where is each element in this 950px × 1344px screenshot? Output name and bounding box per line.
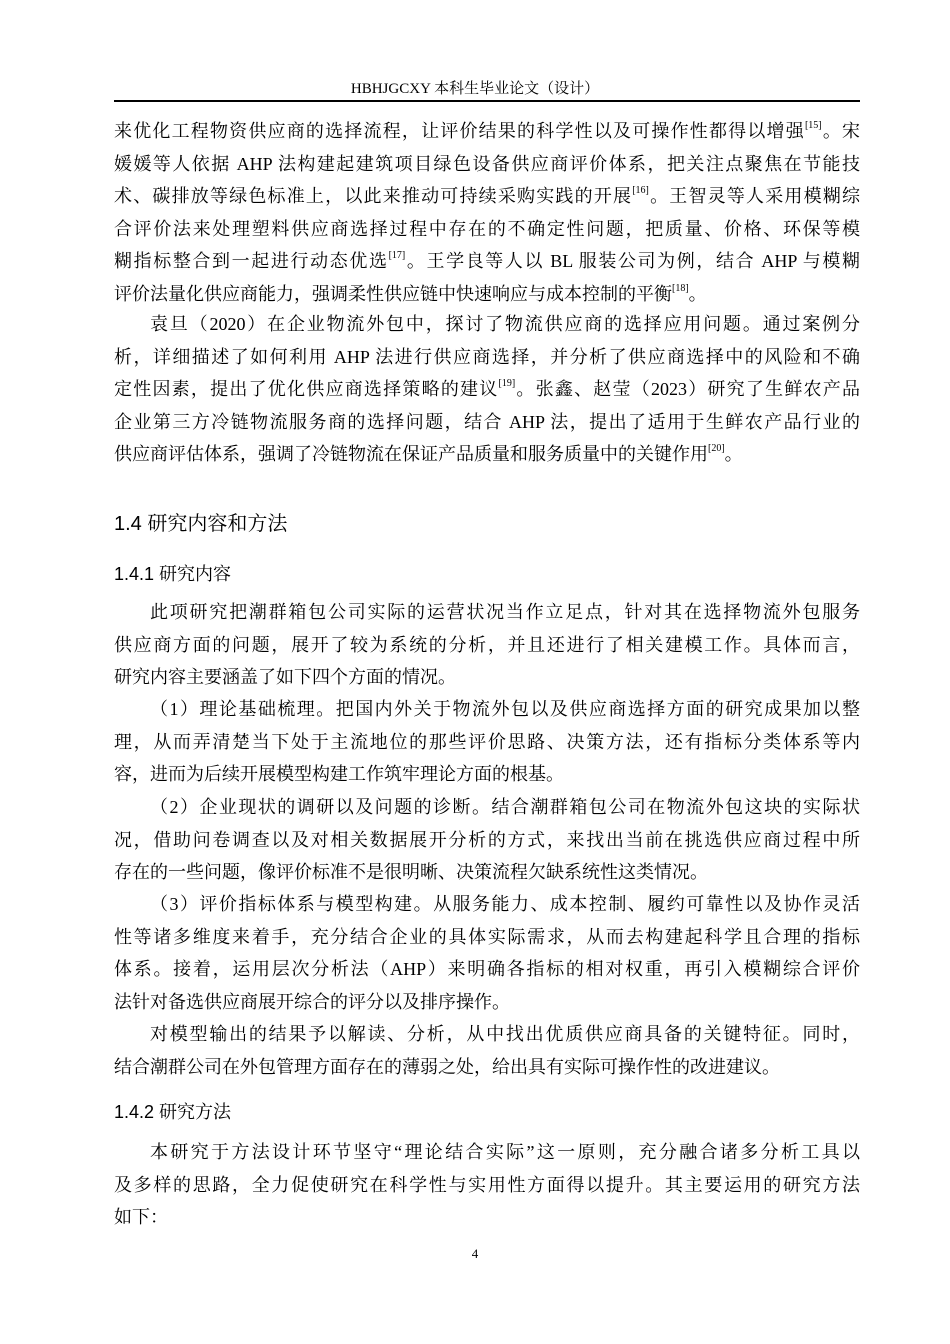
paragraph: [114, 1018, 860, 1083]
running-header: HBHJGCXY 本科生毕业论文（设计）: [350, 81, 600, 97]
text-line: 合评价法来处理塑料供应商选择过程中存在的不确定性问题，把质量、价格、环保等模: [114, 218, 860, 239]
text-line: 析，详细描述了如何利用 AHP 法进行供应商选择，并分析了供应商选择中的风险和不确: [114, 346, 860, 367]
text-line: 此项研究把潮群箱包公司实际的运营状况当作立足点，针对其在选择物流外包服务: [150, 602, 860, 622]
paragraph: [114, 1136, 860, 1234]
text-line: （3）评价指标体系与模型构建。从服务能力、成本控制、履约可靠性以及协作灵活: [150, 894, 860, 914]
text-line: 媛媛等人依据 AHP 法构建起建筑项目绿色设备供应商评价体系，把关注点聚焦在节能技: [114, 153, 860, 174]
text-line: 结合潮群公司在外包管理方面存在的薄弱之处，给出具有实际可操作性的改进建议。: [114, 1056, 780, 1077]
text-line: 容，进而为后续开展模型构建工作筑牢理论方面的根基。: [114, 764, 564, 784]
text-line: 袁旦（2020）在企业物流外包中，探讨了物流供应商的选择应用问题。通过案例分: [150, 314, 860, 334]
page-number: 4: [471, 1246, 479, 1261]
header-divider: [114, 100, 860, 102]
paragraph: [114, 693, 860, 791]
citation-superscript: [16]: [632, 185, 649, 196]
text-line: 来优化工程物资供应商的选择流程，让评价结果的科学性以及可操作性都得以增强[15]。宋: [114, 120, 861, 141]
text-line: （2）企业现状的调研以及问题的诊断。结合潮群箱包公司在物流外包这块的实际状: [150, 797, 860, 817]
citation-superscript: [20]: [708, 443, 725, 454]
text-line: 对模型输出的结果予以解读、分析，从中找出优质供应商具备的关键特征。同时，: [150, 1024, 860, 1044]
paragraph: [114, 115, 860, 310]
text-line: 企业第三方冷链物流服务商的选择问题，结合 AHP 法，提出了适用于生鲜农产品行业的: [114, 411, 860, 432]
text-line: 存在的一些问题，像评价标准不是很明晰、决策流程欠缺系统性这类情况。: [114, 862, 708, 882]
text-line: 供应商评估体系，强调了冷链物流在保证产品质量和服务质量中的关键作用[20]。: [114, 443, 743, 464]
section-heading-1-4: 1.4 研究内容和方法: [114, 513, 288, 535]
subsection-heading-1-4-1: 1.4.1 研究内容: [114, 564, 232, 584]
text-line: 术、碳排放等绿色标准上，以此来推动可持续采购实践的开展[16]。王智灵等人采用模糊综: [114, 185, 861, 206]
paragraph: [114, 308, 860, 471]
paragraph: [114, 791, 860, 889]
text-line: 法针对备选供应商展开综合的评分以及排序操作。: [114, 991, 510, 1012]
text-line: 评价法量化供应商能力，强调柔性供应链中快速响应与成本控制的平衡[18]。: [114, 282, 707, 304]
text-line: 性等诸多维度来着手，充分结合企业的具体实际需求，从而去构建起科学且合理的指标: [114, 926, 860, 947]
text-line: （1）理论基础梳理。把国内外关于物流外包以及供应商选择方面的研究成果加以整: [150, 699, 860, 719]
text-line: 定性因素，提出了优化供应商选择策略的建议[19]。张鑫、赵莹（2023）研究了生鲜农产品: [114, 378, 860, 399]
text-line: 本研究于方法设计环节坚守“理论结合实际”这一原则，充分融合诸多分析工具以: [150, 1142, 860, 1162]
text-line: 供应商方面的问题，展开了较为系统的分析，并且还进行了相关建模工作。具体而言，: [114, 634, 860, 655]
text-line: 体系。接着，运用层次分析法（AHP）来明确各指标的相对权重，再引入模糊综合评价: [114, 959, 860, 979]
text-line: 及多样的思路，全力促使研究在科学性与实用性方面得以提升。其主要运用的研究方法: [114, 1174, 860, 1195]
citation-superscript: [18]: [672, 282, 689, 294]
citation-superscript: [15]: [804, 120, 822, 131]
text-line: 糊指标整合到一起进行动态优选[17]。王学良等人以 BL 服装公司为例，结合 AHP 与模糊: [114, 250, 861, 271]
text-line: 理，从而弄清楚当下处于主流地位的那些评价思路、决策方法，还有指标分类体系等内: [114, 731, 860, 752]
text-line: 况，借助问卷调查以及对相关数据展开分析的方式，来找出当前在挑选供应商过程中所: [114, 829, 860, 850]
subsection-heading-1-4-2: 1.4.2 研究方法: [114, 1102, 232, 1122]
citation-superscript: [19]: [498, 378, 516, 389]
citation-superscript: [17]: [388, 250, 406, 261]
text-line: 研究内容主要涵盖了如下四个方面的情况。: [114, 667, 456, 687]
paragraph: [114, 888, 860, 1018]
paragraph: [114, 596, 860, 694]
text-line: 如下：: [114, 1207, 168, 1227]
